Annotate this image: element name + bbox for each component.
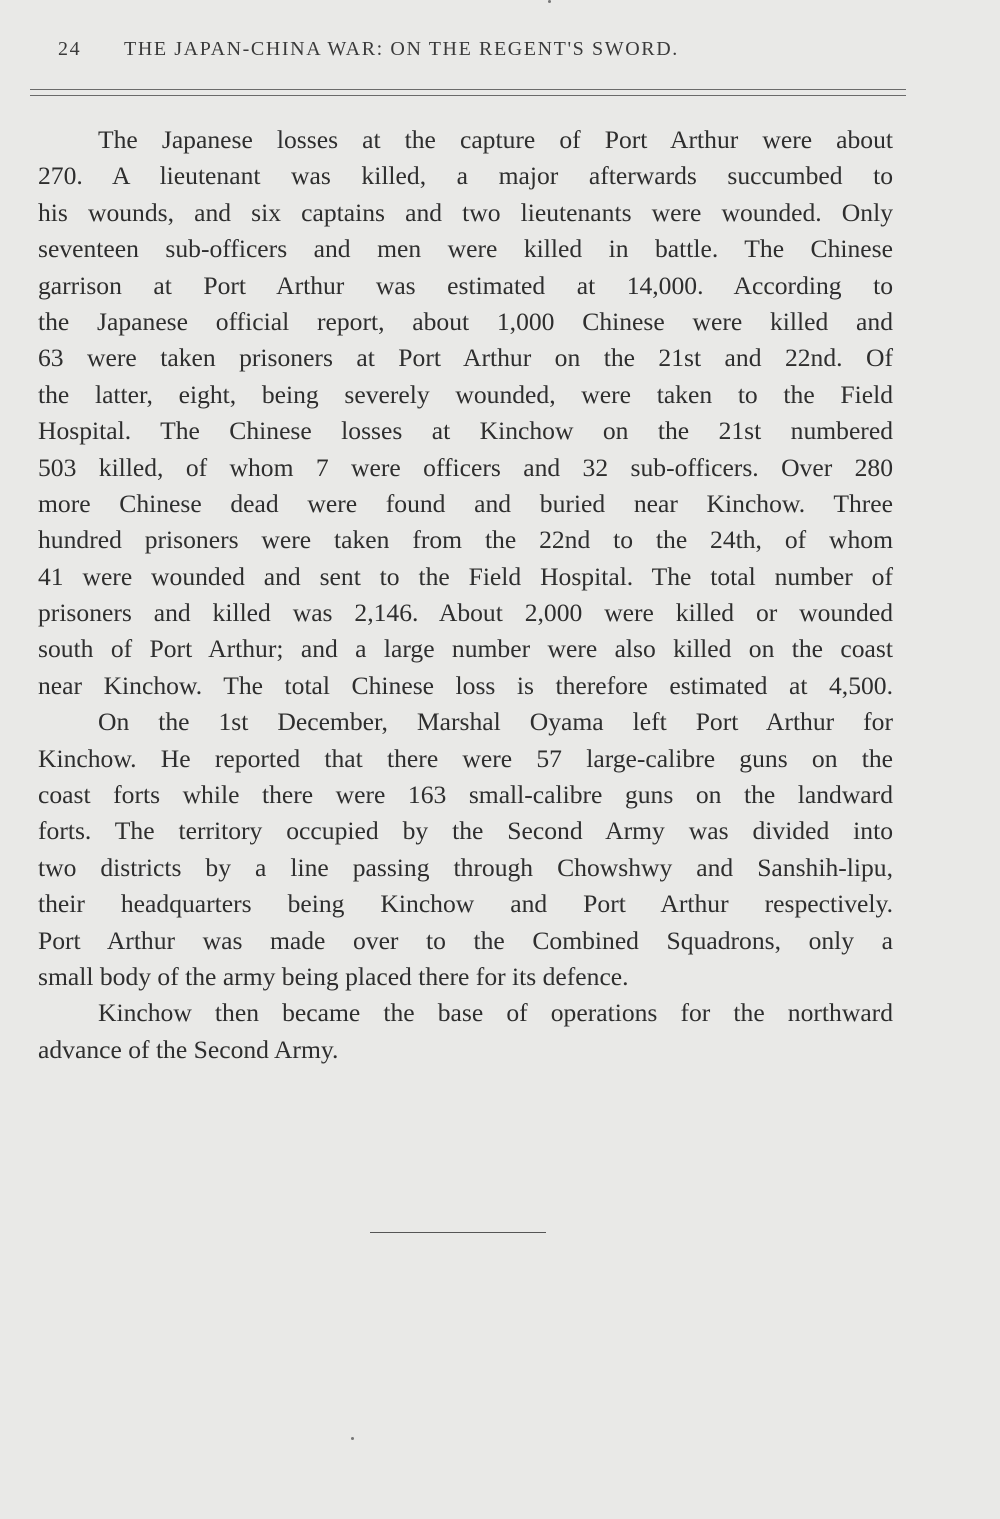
text-line: advance of the Second Army. (38, 1034, 339, 1064)
body-text (38, 122, 893, 1068)
text-line: hundred prisoners were taken from the 22nd to the 24th, of whom (38, 525, 893, 555)
running-title: THE JAPAN-CHINA WAR: ON THE REGENT'S SWORD. (124, 38, 679, 60)
text-line: 270. A lieutenant was killed, a major afterwards succumbed to (38, 161, 893, 191)
running-head (58, 38, 858, 61)
print-speck (548, 0, 551, 3)
text-line: the latter, eight, being severely wounded, were taken to the Field (38, 379, 893, 409)
text-line: south of Port Arthur; and a large number were also killed on the coast (38, 634, 893, 664)
text-line: two districts by a line passing through Chowshwy and Sanshih-lipu, (38, 852, 893, 882)
text-line: forts. The territory occupied by the Second Army was divided into (38, 816, 893, 846)
text-line: their headquarters being Kinchow and Port Arthur respectively. (38, 889, 893, 919)
text-line: Kinchow. He reported that there were 57 large-calibre guns on the (38, 743, 893, 773)
text-line: more Chinese dead were found and buried near Kinchow. Three (38, 488, 893, 518)
header-double-rule (30, 89, 906, 96)
text-line: 63 were taken prisoners at Port Arthur on the 21st and 22nd. Of (38, 343, 893, 373)
text-line: garrison at Port Arthur was estimated at 14,000. According to (38, 270, 893, 300)
text-line: prisoners and killed was 2,146. About 2,000 were killed or wounded (38, 598, 893, 628)
text-line: his wounds, and six captains and two lieutenants were wounded. Only (38, 197, 893, 227)
text-line: The Japanese losses at the capture of Port Arthur were about (98, 125, 893, 154)
text-line: coast forts while there were 163 small-calibre guns on the landward (38, 780, 893, 810)
text-line: 503 killed, of whom 7 were officers and 32 sub-officers. Over 280 (38, 452, 893, 482)
text-line: the Japanese official report, about 1,000 Chinese were killed and (38, 306, 893, 336)
text-line: near Kinchow. The total Chinese loss is therefore estimated at 4,500. (38, 670, 893, 700)
text-line: Port Arthur was made over to the Combined Squadrons, only a (38, 925, 893, 955)
text-line: Kinchow then became the base of operations for the northward (98, 998, 893, 1028)
page-number: 24 (58, 38, 82, 60)
end-rule (370, 1232, 546, 1233)
text-line: Hospital. The Chinese losses at Kinchow on the 21st numbered (38, 416, 893, 446)
text-line: small body of the army being placed there for its defence. (38, 961, 629, 991)
text-line: seventeen sub-officers and men were killed in battle. The Chinese (38, 234, 893, 264)
text-line: On the 1st December, Marshal Oyama left Port Arthur for (98, 707, 893, 737)
text-line: 41 were wounded and sent to the Field Hospital. The total number of (38, 561, 893, 591)
print-speck (351, 1437, 354, 1440)
